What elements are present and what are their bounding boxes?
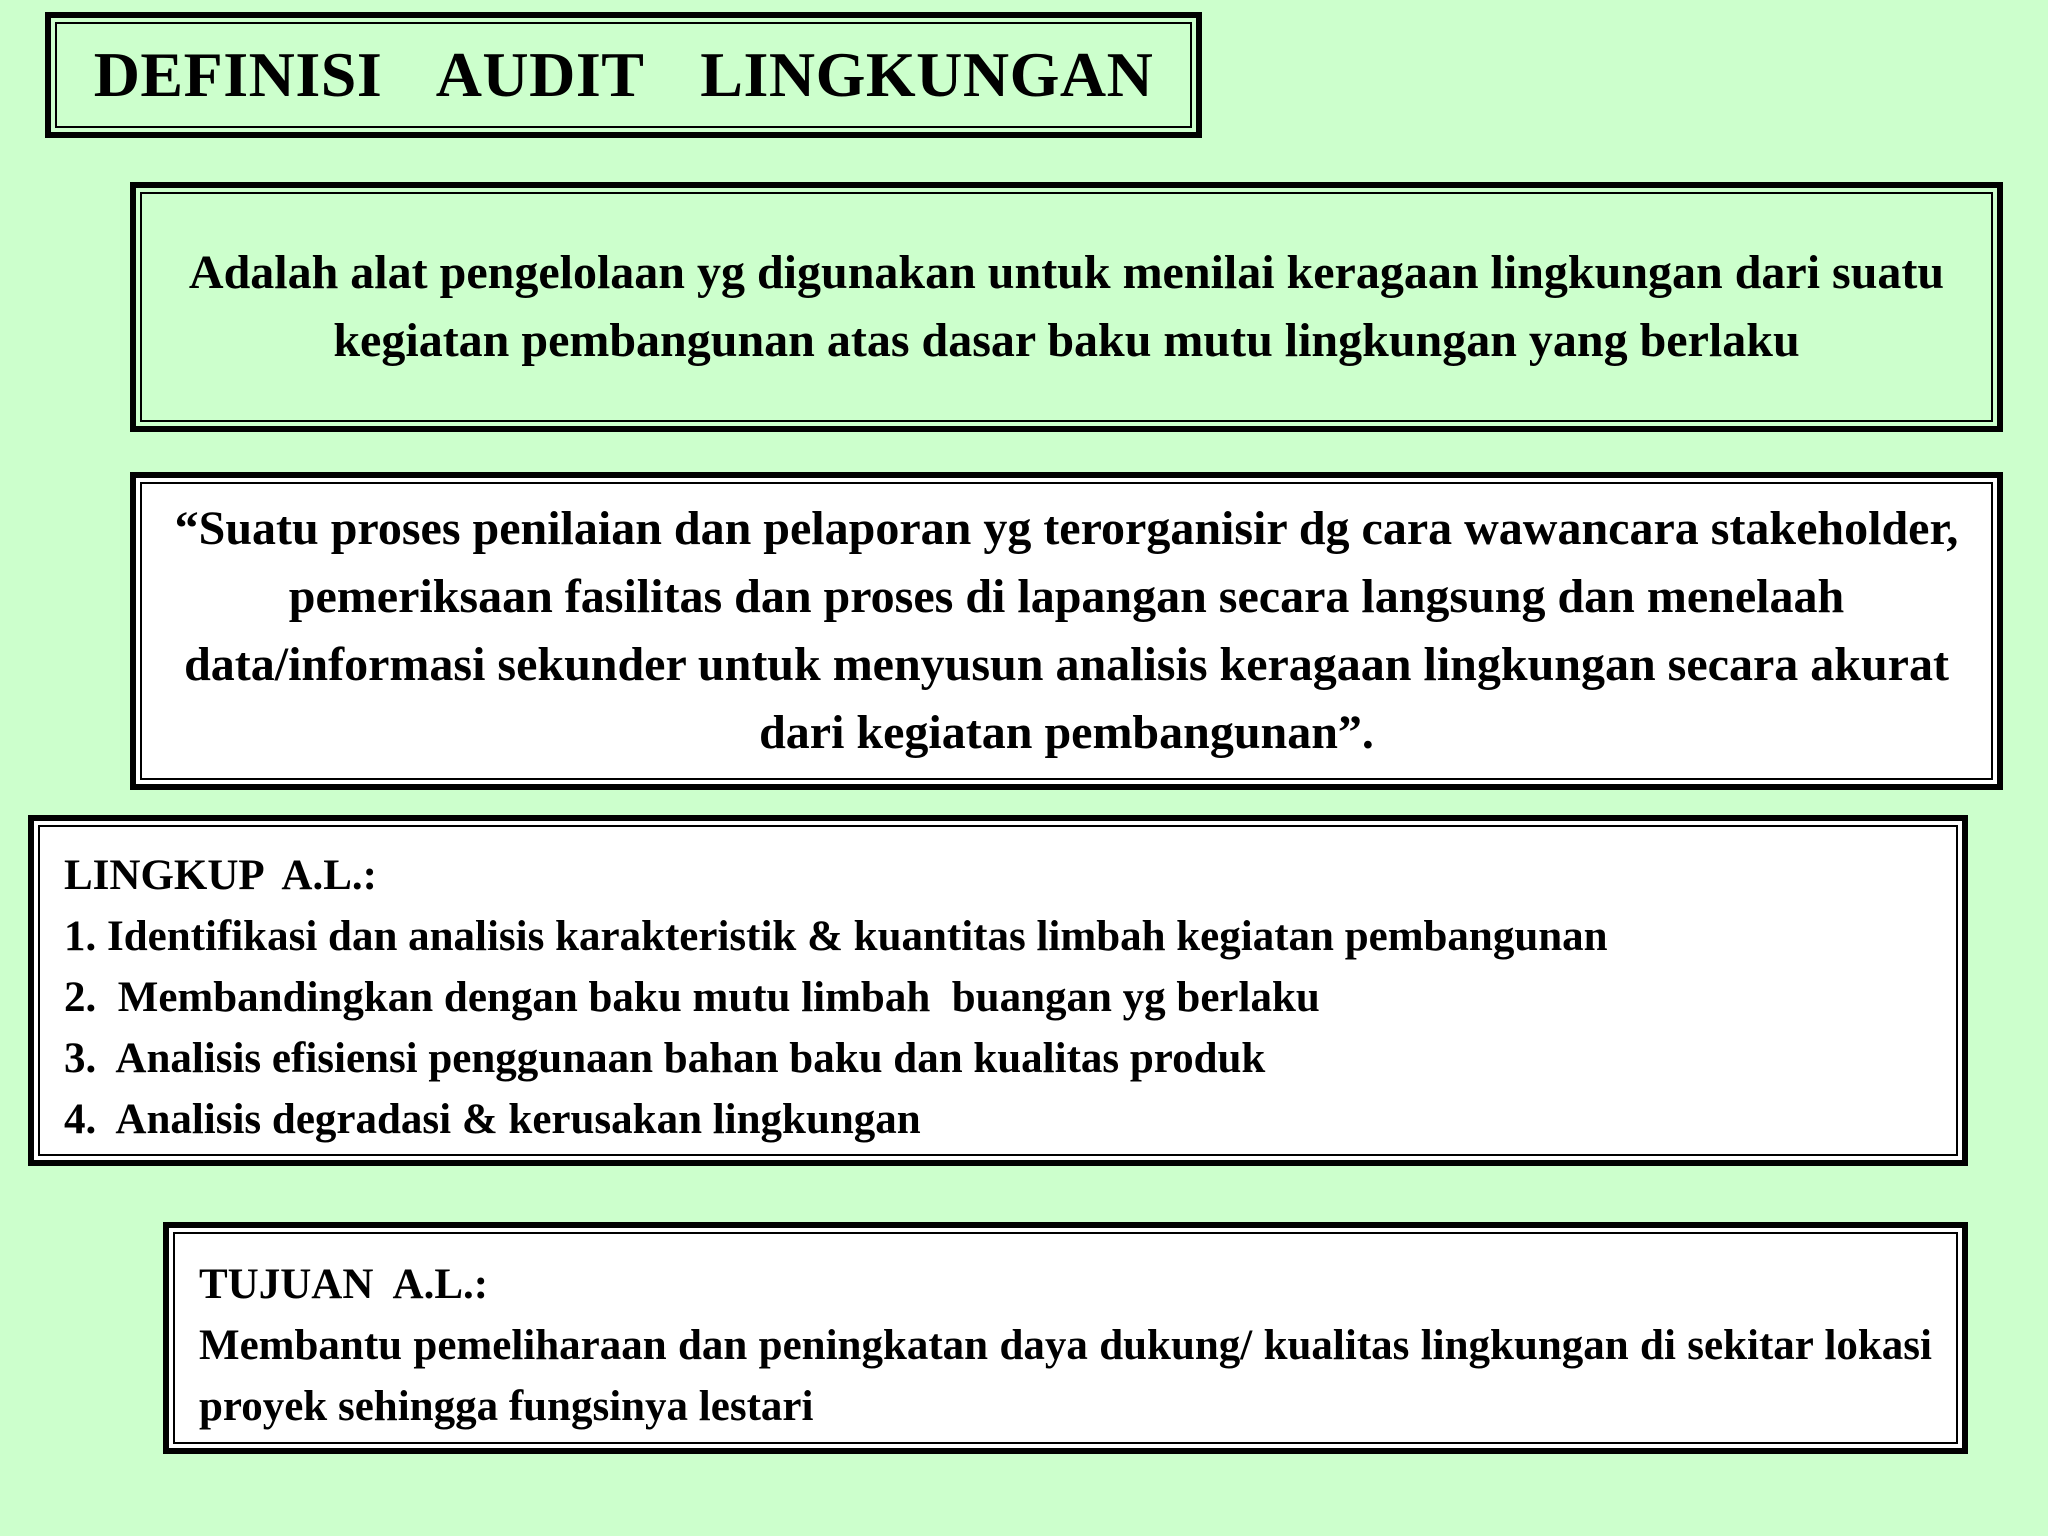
- list-item-text: Membandingkan dengan baku mutu limbah buangan yg berlaku: [117, 974, 1320, 1021]
- list-item: [64, 1028, 1956, 1089]
- scope-list: [64, 906, 1956, 1150]
- definition-text-2: “Suatu proses penilaian dan pelaporan yg terorganisir dg cara wawancara stakeholder, pemeriksaan fasilitas dan proses di lapangan secara langsung dan menelaah data/informasi sekunder untuk menyusun analisis keragaan lingkungan secara akurat dari kegiatan pembangunan”.: [174, 502, 1959, 759]
- list-item: [64, 1089, 1956, 1150]
- purpose-heading: TUJUAN A.L.:: [199, 1261, 489, 1308]
- page-title: DEFINISI AUDIT LINGKUNGAN: [55, 22, 1192, 128]
- purpose-text: Membantu pemeliharaan dan peningkatan daya dukung/ kualitas lingkungan di sekitar lokasi proyek sehingga fungsinya lestari: [199, 1322, 1932, 1430]
- scope-heading: LINGKUP A.L.:: [64, 852, 377, 899]
- list-item-text: Analisis efisiensi penggunaan bahan baku dan kualitas produk: [115, 1035, 1266, 1082]
- scope-box: [28, 815, 1968, 1166]
- list-item-number: 3.: [64, 1035, 97, 1082]
- list-item-text: Identifikasi dan analisis karakteristik & kuantitas limbah kegiatan pembangunan: [107, 913, 1608, 960]
- list-item-number: 2.: [64, 974, 97, 1021]
- title-box: [45, 12, 1202, 138]
- list-item-number: 4.: [64, 1096, 97, 1143]
- definition-text-1: Adalah alat pengelolaan yg digunakan untuk menilai keragaan lingkungan dari suatu kegiatan pembangunan atas dasar baku mutu lingkungan yang berlaku: [188, 246, 1945, 367]
- list-item-text: Analisis degradasi & kerusakan lingkungan: [115, 1096, 921, 1143]
- list-item: [64, 967, 1956, 1028]
- purpose-box: [163, 1222, 1968, 1454]
- list-item: [64, 906, 1956, 967]
- definition-box-2: [130, 472, 2003, 790]
- definition-box-1: [130, 182, 2003, 432]
- list-item-number: 1.: [64, 913, 97, 960]
